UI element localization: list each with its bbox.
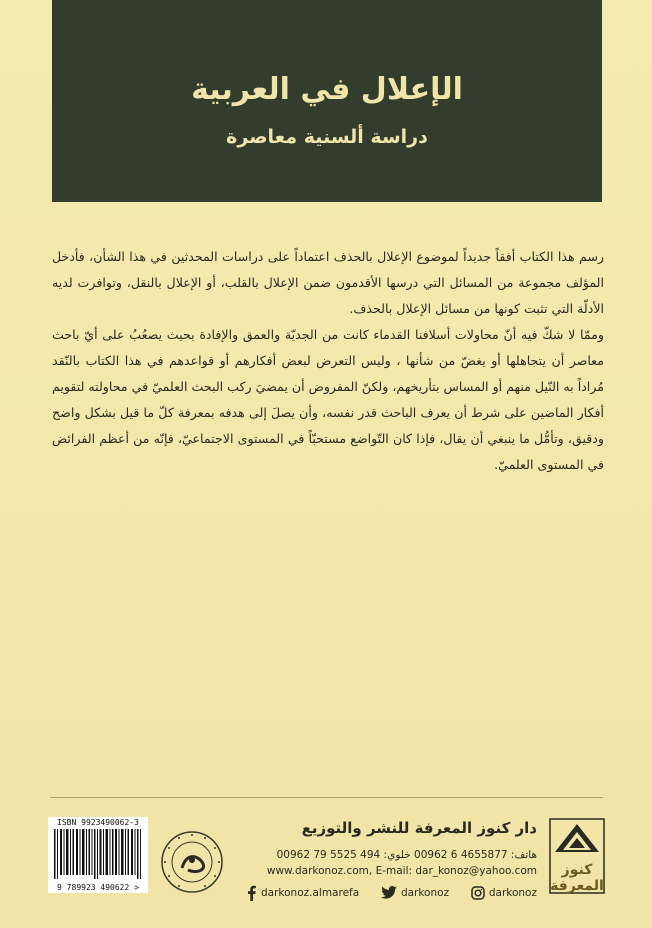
publisher-phone: هاتف: 4655877 6 00962 خلوي: 494 5525 79 00962 — [276, 849, 537, 861]
isbn-text: ISBN 9923490062-3 — [57, 818, 139, 827]
social-twitter[interactable] — [381, 886, 449, 900]
logo-text: كنوز المعرفة — [550, 862, 604, 894]
publisher-name: دار كنوز المعرفة للنشر والتوزيع — [301, 819, 537, 837]
facebook-icon — [245, 885, 257, 901]
social-links — [245, 883, 537, 903]
instagram-label: darkonoz — [488, 887, 537, 899]
blurb-paragraph-2: وممّا لا شكّ فيه أنّ محاولات أسلافنا القدماء كانت من الجديّة والعمق والإفادة بحيث يصعُبُ على أيّ باحث معاصر أن يتجاهلها أو يغضّ من شأنها ، وليس التعرض لبعض أفكارهم أو قواعدهم في هذا الكتاب بالنّقد مُراداً به النّيل منهم أو المساس بتأريخهم، ولكنّ المفروض أن يمضيَ ركب البحث العلميّ في محاولته لتقويم أفكار الماضين على شرط أن يعرف الباحث قدر نفسه، وأن يصلَ إلى هدفه بمعرفة كلّ ما قيل بشكل واضح ودقيق، وتأمُّل ما ينبغي أن يقال، فإذا كان التّواضع مستحبّاً في المستوى الاجتماعيّ، فإنّه من أعظم الفرائض في المستوى العلميّ. — [52, 327, 604, 472]
title-panel — [52, 0, 602, 202]
publisher-info — [245, 815, 537, 905]
publisher-web: www.darkonoz.com, E-mail: dar_konoz@yahoo.com — [266, 865, 537, 877]
barcode-digits: 9 789923 490622 > — [57, 883, 139, 892]
facebook-label: darkonoz.almarefa — [261, 887, 360, 899]
divider — [50, 797, 603, 798]
blurb-paragraph-1: رسم هذا الكتاب أفقاً جديداً لموضوع الإعلال بالحذف اعتماداً على دراسات المحدثين في هذا الشأن، فأدخل المؤلف مجموعة من المسائل التي درسها الأقدمون ضمن الإعلال بالقلب، أو الإعلال بالنقل، وتوافرت لديه الأدلّة التي تثبت كونها من مسائل الإعلال بالحذف. — [52, 249, 604, 316]
blurb-text — [52, 244, 604, 478]
book-title: الإعلال في العربية — [191, 72, 463, 107]
social-facebook[interactable] — [245, 885, 359, 901]
twitter-label: darkonoz — [400, 887, 450, 899]
isbn-barcode — [48, 817, 148, 893]
twitter-icon — [381, 886, 397, 900]
barcode-bars — [54, 829, 142, 879]
seal-logo — [160, 830, 224, 894]
publisher-logo — [549, 818, 605, 894]
social-instagram[interactable] — [471, 886, 537, 900]
book-subtitle: دراسة ألسنية معاصرة — [226, 126, 428, 148]
instagram-icon — [471, 886, 485, 900]
